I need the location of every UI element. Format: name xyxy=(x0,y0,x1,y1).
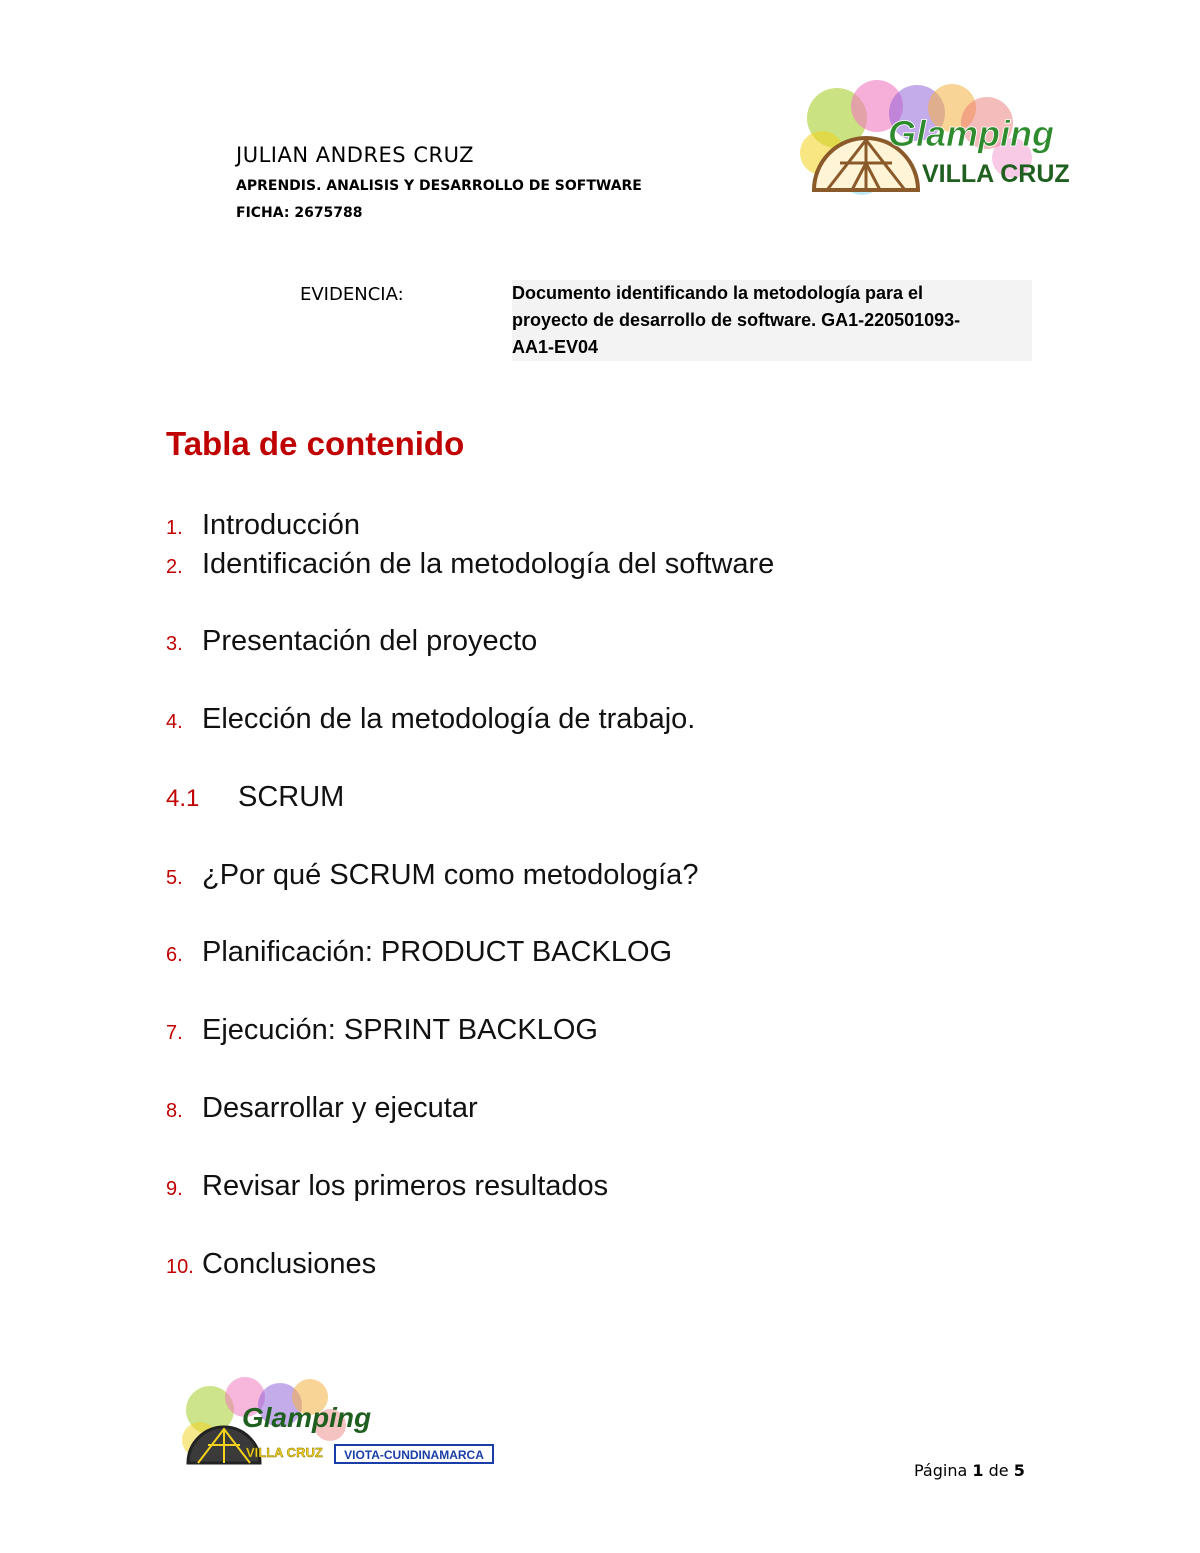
glamping-logo-top xyxy=(782,78,1070,208)
glamping-logo-footer-graphic xyxy=(170,1375,500,1475)
toc-item-number: 4.1 xyxy=(166,785,200,812)
toc-item-label: Conclusiones xyxy=(202,1248,377,1280)
toc-item-number: 3. xyxy=(166,633,183,655)
toc-item[interactable] xyxy=(166,547,774,584)
toc-item-label: Introducción xyxy=(202,509,360,541)
page-current: 1 xyxy=(972,1461,984,1480)
toc-item[interactable] xyxy=(166,624,537,661)
toc-item-label: Planificación: PRODUCT BACKLOG xyxy=(202,936,673,968)
author-role: APRENDIS. ANALISIS Y DESARROLLO DE SOFTWARE xyxy=(236,178,642,194)
toc-item-number: 9. xyxy=(166,1178,183,1200)
toc-title: Tabla de contenido xyxy=(166,425,465,462)
toc-item-number: 2. xyxy=(166,556,183,578)
logo-word-glamping: Glamping xyxy=(888,113,1055,154)
evidence-label: EVIDENCIA: xyxy=(300,284,404,305)
toc-item-number: 6. xyxy=(166,944,183,966)
page-total: 5 xyxy=(1013,1461,1025,1480)
toc-item-number: 10. xyxy=(166,1256,194,1278)
toc-item[interactable] xyxy=(166,508,360,545)
toc-item-number: 5. xyxy=(166,867,183,889)
toc-item[interactable] xyxy=(166,1247,376,1284)
toc-item-label: Desarrollar y ejecutar xyxy=(202,1092,478,1124)
evidence-line-3: AA1-EV04 xyxy=(512,337,599,357)
page-number xyxy=(914,1461,1025,1480)
toc-item-label: Identificación de la metodología del software xyxy=(202,548,775,580)
toc-item-label: ¿Por qué SCRUM como metodología? xyxy=(202,859,699,891)
logo-word-villa-cruz: VILLA CRUZ xyxy=(922,160,1070,188)
evidence-line-1: Documento identificando la metodología para el xyxy=(512,283,924,303)
glamping-logo-graphic xyxy=(782,78,1070,208)
toc-item-number: 8. xyxy=(166,1100,183,1122)
toc-item-label: Elección de la metodología de trabajo. xyxy=(202,703,696,735)
toc-item[interactable] xyxy=(166,702,695,739)
toc-item-label: Presentación del proyecto xyxy=(202,625,538,657)
evidence-description xyxy=(512,280,1032,361)
toc-item[interactable] xyxy=(166,1091,478,1128)
toc-item-number: 7. xyxy=(166,1022,183,1044)
logo-location-text: VIOTA-CUNDINAMARCA xyxy=(344,1448,484,1462)
ficha-number: FICHA: 2675788 xyxy=(236,205,363,221)
toc-item-number: 1. xyxy=(166,517,183,539)
toc-item-label: SCRUM xyxy=(238,781,345,813)
toc-item-number: 4. xyxy=(166,711,183,733)
logo-word-villa-cruz: VILLA CRUZ xyxy=(246,1445,323,1460)
toc-item[interactable] xyxy=(166,1013,598,1050)
author-name: JULIAN ANDRES CRUZ xyxy=(236,143,474,167)
toc-item[interactable] xyxy=(166,858,698,895)
toc-item[interactable] xyxy=(166,780,344,816)
page-of: de xyxy=(988,1461,1009,1480)
page-word: Página xyxy=(914,1461,968,1480)
toc-item-label: Revisar los primeros resultados xyxy=(202,1170,609,1202)
toc-item-label: Ejecución: SPRINT BACKLOG xyxy=(202,1014,598,1046)
toc-item[interactable] xyxy=(166,1169,608,1206)
evidence-line-2: proyecto de desarrollo de software. GA1-220501093- xyxy=(512,310,961,330)
toc-item[interactable] xyxy=(166,935,672,972)
logo-word-glamping: Glamping xyxy=(242,1402,372,1433)
glamping-logo-footer xyxy=(170,1375,500,1475)
